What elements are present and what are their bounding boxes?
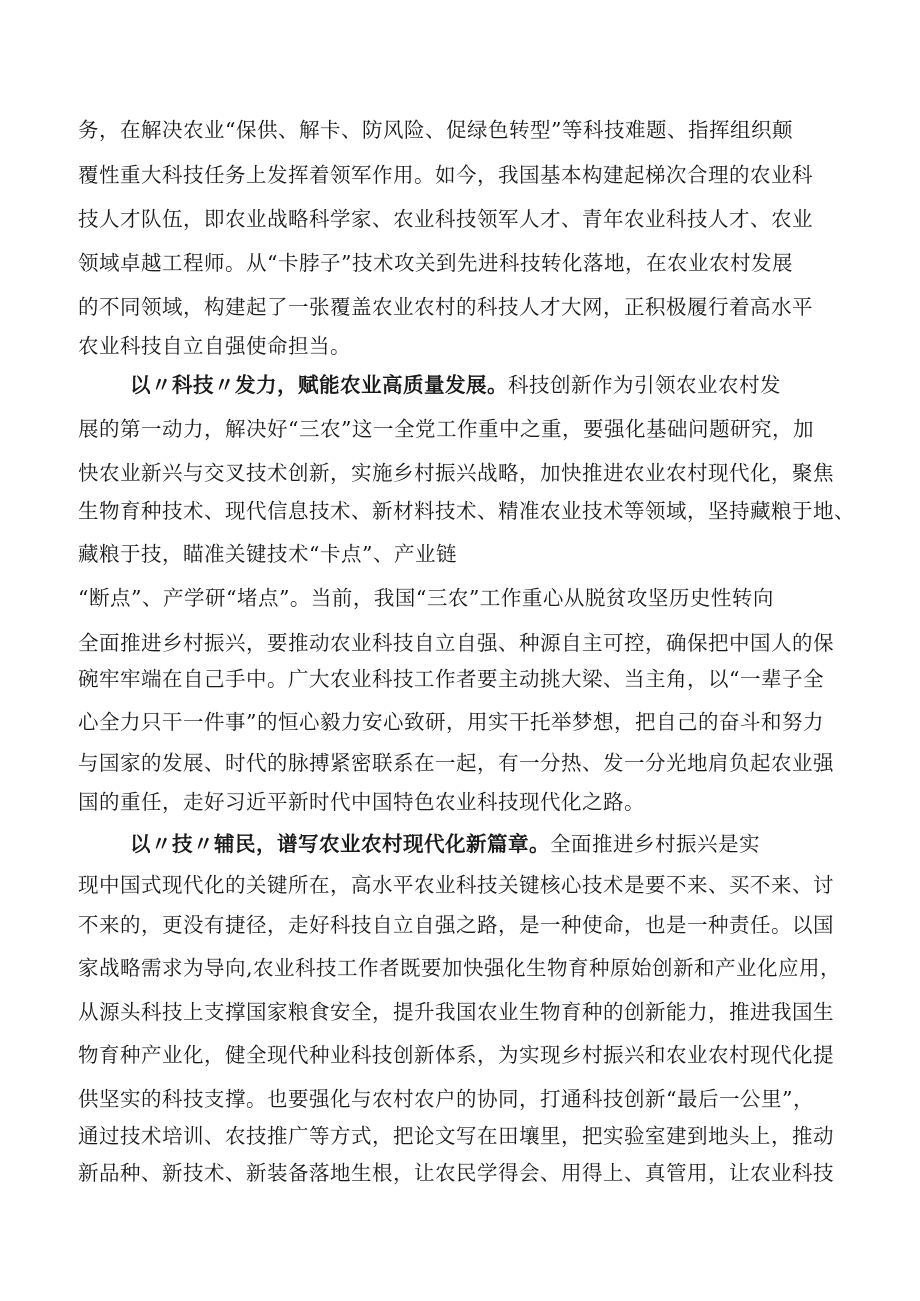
paragraph-1-line: 领域卓越工程师。从“卡脖子”技术攻关到先进科技转化落地，在农业农村发展 <box>78 251 793 275</box>
paragraph-2-line: 与国家的发展、时代的脉搏紧密联系在一起，有一分热、发一分光地肩负起农业强 <box>78 751 834 775</box>
paragraph-2-line: 国的重任，走好习近平新时代中国特色农业科技现代化之路。 <box>78 790 645 814</box>
paragraph-2-line: 生物育种技术、现代信息技术、新材料技术、精准农业技术等领域，坚持藏粮于地、 <box>78 499 855 523</box>
paragraph-3-line: 从源头科技上支撑国家粮食安全，提升我国农业生物育种的创新能力，推进我国生 <box>78 1000 834 1024</box>
paragraph-1-line: 的不同领域，构建起了一张覆盖农业农村的科技人才大网，正积极履行着高水平 <box>78 295 813 319</box>
paragraph-3-line: 通过技术培训、农技推广等方式，把论文写在田壤里，把实验室建到地头上，推动 <box>78 1124 834 1148</box>
paragraph-2-text: 科技创新作为引领农业农村发 <box>508 373 781 397</box>
paragraph-2-first-line <box>130 367 781 403</box>
paragraph-1-line: 技人才队伍，即农业战略科学家、农业科技领军人才、青年农业科技人才、农业 <box>78 207 813 231</box>
paragraph-3-line: 不来的，更没有捷径，走好科技自立自强之路，是一种使命，也是一种责任。以国 <box>78 913 834 937</box>
paragraph-3-first-line <box>130 826 760 862</box>
paragraph-1-line: 农业科技自立自强使命担当。 <box>78 334 351 358</box>
paragraph-2-line: 展的第一动力，解决好“三农”这一全党工作重中之重，要强化基础问题研究，加 <box>78 417 814 441</box>
paragraph-3-line: 现中国式现代化的关键所在，高水平农业科技关键核心技术是要不来、买不来、讨 <box>78 873 834 897</box>
paragraph-2-line: 全面推进乡村振兴，要推动农业科技自立自强、种源自主可控，确保把中国人的保 <box>78 631 834 655</box>
paragraph-3-line: 物育种产业化，健全现代种业科技创新体系，为实现乡村振兴和农业农村现代化提 <box>78 1043 834 1067</box>
paragraph-3-text: 全面推进乡村振兴是实 <box>550 832 760 856</box>
paragraph-2-line: 藏粮于技，瞄准关键技术“卡点”、产业链 <box>78 542 457 566</box>
paragraph-3-line: 新品种、新技术、新装备落地生根，让农民学得会、用得上、真管用，让农业科技 <box>78 1161 834 1185</box>
paragraph-1-line: 务，在解决农业“保供、解卡、防风险、促绿色转型”等科技难题、指挥组织颠 <box>78 118 793 142</box>
paragraph-3-line: 供坚实的科技支撑。也要强化与农村农户的协同，打通科技创新“最后一公里”， <box>78 1087 814 1111</box>
paragraph-2-line: “断点”、产学研“堵点”。当前，我国“三农”工作重心从脱贫攻坚历史性转向 <box>78 586 774 610</box>
paragraph-2-line: 碗牢牢端在自己手中。广大农业科技工作者要主动挑大梁、当主角，以“一辈子全 <box>78 667 824 691</box>
paragraph-2-heading: 以〃科技〃发力，赋能农业高质量发展。 <box>130 373 508 397</box>
paragraph-1-line: 覆性重大科技任务上发挥着领军作用。如今，我国基本构建起梯次合理的农业科 <box>78 163 813 187</box>
paragraph-2-line: 快农业新兴与交叉技术创新，实施乡村振兴战略，加快推进农业农村现代化，聚焦 <box>78 461 834 485</box>
paragraph-3-line: 家战略需求为导向,农业科技工作者既要加快强化生物育种原始创新和产业化应用， <box>78 956 842 980</box>
paragraph-2-line: 心全力只干一件事”的恒心毅力安心致研，用实干托举梦想，把自己的奋斗和努力 <box>78 710 824 734</box>
paragraph-3-heading: 以〃技〃辅民，谱写农业农村现代化新篇章。 <box>130 832 550 856</box>
